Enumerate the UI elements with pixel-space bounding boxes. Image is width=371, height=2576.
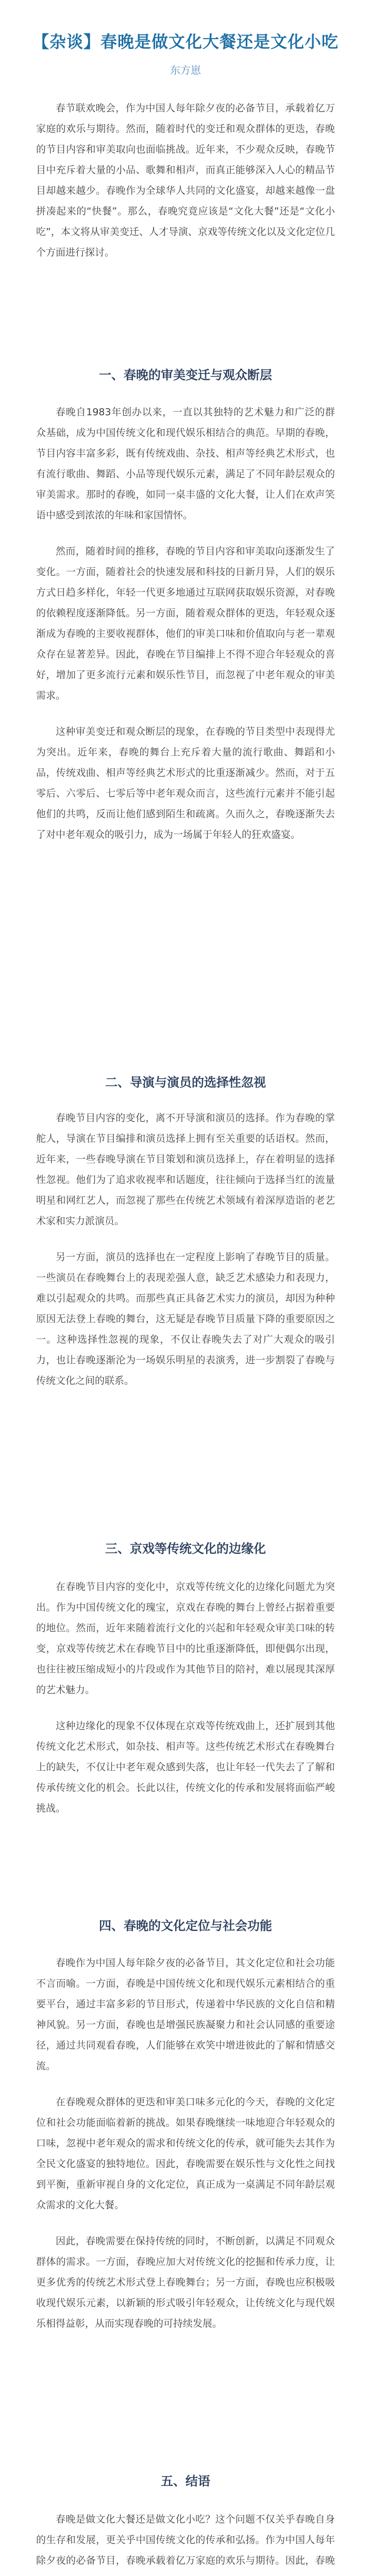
section-body	[36, 2509, 335, 2576]
section-heading: 三、京戏等传统文化的边缘化	[105, 1541, 266, 1556]
section-heading: 二、导演与演员的选择性忽视	[105, 1075, 266, 1090]
section-heading: 一、春晚的审美变迁与观众断层	[99, 368, 272, 382]
section-paragraph: 然而，随着时间的推移，春晚的节目内容和审美取向逐渐发生了变化。一方面，随着社会的快速发展和科技的日新月异，人们的娱乐方式日趋多样化，年轻一代更多地通过互联网获取娱乐资源，对春晚的依赖程度逐渐降低。另一方面，随着观众群体的更迭，年轻观众逐渐成为春晚的主要收视群体，他们的审美口味和价值取向与老一辈观众存在显著差异。因此，春晚在节目编排上不得不迎合年轻观众的喜好，增加了更多流行元素和娱乐性节目，而忽视了中老年观众的审美需求。	[36, 546, 335, 701]
section-body	[36, 1953, 335, 2349]
section-body	[36, 1577, 335, 1834]
section-paragraph: 这种边缘化的现象不仅体现在京戏等传统戏曲上，还扩展到其他传统文化艺术形式，如杂技、相声等。这些传统艺术形式在春晚舞台上的缺失，不仅让中老年观众感到失落，也让年轻一代失去了了解和传承传统文化的机会。长此以往，传统文化的传承和发展将面临严峻挑战。	[36, 1720, 335, 1814]
section-paragraph: 在春晚观众群体的更迭和审美口味多元化的今天，春晚的文化定位和社会功能面临着新的挑战。如果春晚继续一味地迎合年轻观众的口味，忽视中老年观众的需求和传统文化的传承，就可能失去其作为全民文化盛宴的独特地位。因此，春晚需要在娱乐性与文化性之间找到平衡，重新审视自身的文化定位，真正成为一桌满足不同年龄层观众需求的文化大餐。	[36, 2096, 335, 2211]
section-paragraph: 因此，春晚需要在保持传统的同时，不断创新，以满足不同观众群体的需求。一方面，春晚应加大对传统文化的挖掘和传承力度，让更多优秀的传统艺术形式登上春晚舞台；另一方面，春晚也应积极吸收现代娱乐元素，以新颖的形式吸引年轻观众，让传统文化与现代娱乐相得益彰，从而实现春晚的可持续发展。	[36, 2235, 335, 2329]
section-heading: 五、结语	[161, 2474, 210, 2488]
section-paragraph: 春晚节目内容的变化，离不开导演和演员的选择。作为春晚的掌舵人，导演在节目编排和演员选择上拥有至关重要的话语权。然而，近年来，一些春晚导演在节目策划和演员选择上，存在着明显的选择性忽视。他们为了追求收视率和话题度，往往倾向于选择当红的流量明星和网红艺人，而忽视了那些在传统艺术领域有着深厚造诣的老艺术家和实力派演员。	[36, 1112, 335, 1227]
article-author: 东方崽	[170, 64, 201, 76]
section-paragraph: 在春晚节目内容的变化中，京戏等传统文化的边缘化问题尤为突出。作为中国传统文化的瑰宝，京戏在春晚的舞台上曾经占据着重要的地位。然而，近年来随着流行文化的兴起和年轻观众审美口味的转变，京戏等传统艺术在春晚节目中的比重逐渐降低，即便偶尔出现，也往往被压缩成短小的片段或作为其他节目的陪衬，难以展现其深厚的艺术魅力。	[36, 1581, 335, 1696]
section-paragraph: 春晚是做文化大餐还是做文化小吃？这个问题不仅关乎春晚自身的生存和发展，更关乎中国传统文化的传承和弘扬。作为中国人每年除夕夜的必备节目，春晚承载着亿万家庭的欢乐与期待。因此，春晚	[36, 2514, 335, 2566]
section-paragraph: 这种审美变迁和观众断层的现象，在春晚的节目类型中表现得尤为突出。近年来，春晚的舞台上充斥着大量的流行歌曲、舞蹈和小品，传统戏曲、相声等经典艺术形式的比重逐渐减少。然而，对于五零后、六零后、七零后等中老年观众而言，这些流行元素并不能引起他们的共鸣，反而让他们感到陌生和疏离。久而久之，春晚逐渐失去了对中老年观众的吸引力，成为一场属于年轻人的狂欢盛宴。	[36, 726, 335, 840]
article-intro	[36, 98, 335, 278]
section-paragraph: 春晚自1983年创办以来，一直以其独特的艺术魅力和广泛的群众基础，成为中国传统文化和现代娱乐相结合的典范。早期的春晚，节目内容丰富多彩，既有传统戏曲、杂技、相声等经典艺术形式，也有流行歌曲、舞蹈、小品等现代娱乐元素，满足了不同年龄层观众的审美需求。那时的春晚，如同一桌丰盛的文化大餐，让人们在欢声笑语中感受到浓浓的年味和家国情怀。	[36, 406, 335, 521]
section-body	[36, 1108, 335, 1406]
section-heading: 四、春晚的文化定位与社会功能	[99, 1919, 272, 1933]
section-paragraph: 春晚作为中国人每年除夕夜的必备节目，其文化定位和社会功能不言而喻。一方面，春晚是中国传统文化和现代娱乐元素相结合的重要平台，通过丰富多彩的节目形式，传递着中华民族的文化自信和精神风貌。另一方面，春晚也是增强民族凝聚力和社会认同感的重要途径，通过共同观看春晚，人们能够在欢笑中增进彼此的了解和情感交流。	[36, 1957, 335, 2072]
section-paragraph: 另一方面，演员的选择也在一定程度上影响了春晚节目的质量。一些演员在春晚舞台上的表现差强人意，缺乏艺术感染力和表现力，难以引起观众的共鸣。而那些真正具备艺术实力的演员，却因为种种原因无法登上春晚的舞台，这无疑是春晚节目质量下降的重要原因之一。这种选择性忽视的现象，不仅让春晚失去了对广大观众的吸引力，也让春晚逐渐沦为一场娱乐明星的表演秀，进一步割裂了春晚与传统文化之间的联系。	[36, 1251, 335, 1386]
section-body	[36, 402, 335, 860]
article-title: 【杂谈】春晚是做文化大餐还是文化小吃	[32, 32, 339, 52]
intro-paragraph: 春节联欢晚会，作为中国人每年除夕夜的必备节目，承载着亿万家庭的欢乐与期待。然而，随着时代的变迁和观众群体的更迭，春晚的节目内容和审美取向也面临挑战。近年来，不少观众反映，春晚节目中充斥着大量的小品、歌舞和相声，而真正能够深入人心的精品节目却越来越少。春晚作为全球华人共同的文化盛宴，却越来越像一盘拼凑起来的“快餐”。那么，春晚究竟应该是“文化大餐”还是“文化小吃”，本文将从审美变迁、人才导演、京戏等传统文化以及文化定位几个方面进行探讨。	[36, 103, 335, 258]
